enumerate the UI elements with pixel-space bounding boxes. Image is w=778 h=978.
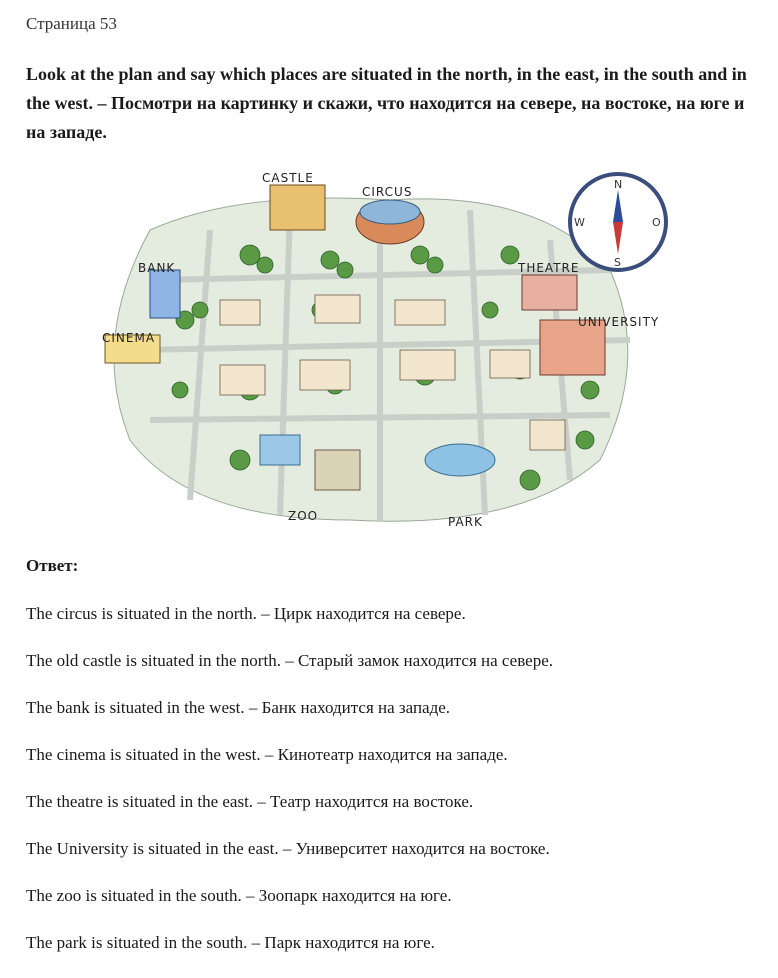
compass [570,174,666,270]
label-bank: BANK [138,261,176,275]
task-text: Look at the plan and say which places are situated in the north, in the east, in the south and in the west. – Посмотри на картинку и скажи, что находится на севере, на востоке, на юге и на западе. [26,64,747,142]
label-university: UNIVERSITY [578,315,660,329]
label-castle: CASTLE [262,171,314,185]
answer-line: The zoo is situated in the south. – Зоопарк находится на юге. [26,886,452,905]
label-theatre: THEATRE [518,261,580,275]
answer-line: The University is situated in the east. – Университет находится на востоке. [26,839,550,858]
label-park: PARK [448,515,483,529]
theatre-building [522,275,577,310]
answer-line: The circus is situated in the north. – Цирк находится на севере. [26,604,466,623]
compass-n: N [614,178,623,191]
compass-w: W [574,216,585,229]
compass-e: O [652,216,661,229]
answer-list [26,602,553,978]
page-number: Страница 53 [26,14,117,33]
answer-line: The old castle is situated in the north. – Старый замок находится на севере. [26,651,553,670]
town-plan-illustration [90,160,690,532]
bank-building [150,270,180,318]
answer-line: The cinema is situated in the west. – Кинотеатр находится на западе. [26,745,508,764]
answer-line: The park is situated in the south. – Парк находится на юге. [26,933,435,952]
answer-line: The theatre is situated in the east. – Театр находится на востоке. [26,792,474,811]
castle-building [270,185,325,230]
label-zoo: ZOO [288,509,319,523]
answer-heading: Ответ: [26,556,79,575]
zoo-enclosure [260,435,300,465]
answer-line: The bank is situated in the west. – Банк находится на западе. [26,698,451,717]
park-pond [425,444,495,476]
label-cinema: CINEMA [102,331,156,345]
compass-s: S [614,256,621,269]
label-circus: CIRCUS [362,185,413,199]
